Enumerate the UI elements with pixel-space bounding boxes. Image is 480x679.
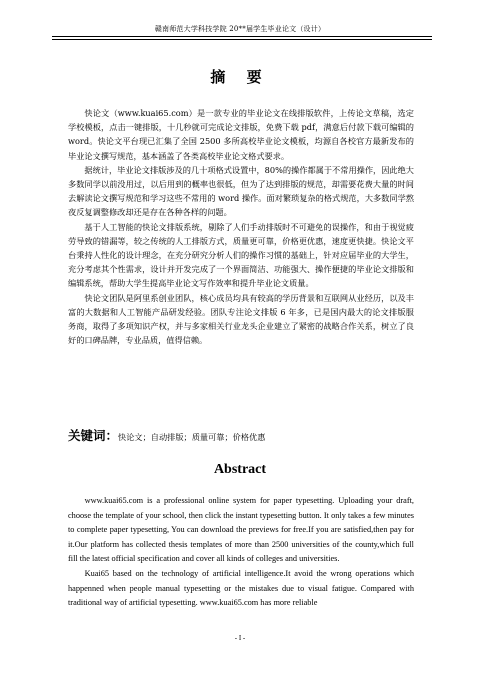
header-rule-thin [52, 39, 432, 40]
keywords-label: 关键词： [68, 428, 119, 443]
abstract-cn-body [68, 106, 414, 347]
abstract-cn-paragraph: 基于人工智能的快论文排版系统，剔除了人们手动排版时不可避免的误操作，和由于视觉疲劳导致的错漏等，较之传统的人工排版方式，质量更可靠，价格更优惠，速度更快捷。快论文平台秉持人性化的设计理念，在充分研究分析人们的操作习惯的基础上，针对应届毕业的大学生，充分考虑其个性需求，设计并开发完成了一个界面简洁、功能强大、操作便捷的毕业论文排版和编辑系统，帮助大学生提高毕业论文写作效率和提升毕业论文质量。 [68, 221, 414, 289]
page-number: - I - [234, 634, 246, 642]
keywords-line [68, 428, 414, 445]
abstract-cn-paragraph: 快论文团队是阿里系创业团队，核心成员均具有较高的学历背景和互联网从业经历，以及丰富的大数据和人工智能产品研发经验。团队专注论文排版 6 年多，已是国内最大的论文排版服务商，取得了多项知识产权，并与多家相关行业龙头企业建立了紧密的战略合作关系，树立了良好的口碑品牌，专业品质，值得信赖。 [68, 292, 414, 346]
running-header: 赣南师范大学科技学院 20**届学生毕业论文（设计） [154, 25, 326, 33]
abstract-cn-paragraph: 快论文（www.kuai65.com）是一款专业的毕业论文在线排版软件，上传论文草稿，选定学校模板，点击一键排版，十几秒就可完成论文排版，免费下载 pdf，满意后付款下载可编辑的 word。快论文平台现已汇集了全国 2500 多所高校毕业论文模板，均源自各校官方最新发布的毕业论文撰写规范，基本涵盖了各类高校毕业论文格式要求。 [68, 108, 414, 161]
abstract-en-paragraph: Kuai65 based on the technology of artificial intelligence.It avoid the wrong operations which happenned when people manual typesetting or the mistakes due to visual fatigue. Compared with traditional way of artificial typesetting. www.kuai65.com has more reliable [68, 568, 414, 608]
keywords-text: 快论文；自动排版；质量可靠；价格优惠 [118, 432, 266, 442]
header-rule [52, 36, 432, 37]
abstract-en-title: Abstract [213, 462, 267, 477]
abstract-en-body [68, 494, 414, 611]
abstract-en-paragraph: www.kuai65.com is a professional online system for paper typesetting. Uploading your draft, choose the template of your school, then click the instant typesetting button. It only takes a few minutes to complete paper typesetting, You can download the previews for free.If you are satisfied,then pay for it.Our platform has collected thesis templates of more than 2500 universities of the county,which full fill the latest official specification and cover all kinds of colleges and universities. [68, 496, 414, 564]
abstract-cn-paragraph: 据统计，毕业论文排版涉及的几十项格式设置中，80%的操作都属于不常用操作，因此绝大多数同学以前没用过，以后用到的概率也很低，但为了达到排版的规范，却需要花费大量的时间去解读论文撰写规范和学习这些不常用的 word 操作。面对繁琐复杂的格式规范，大多数同学熬夜反复调整修改却还是存在各种各样的问题。 [68, 164, 414, 218]
abstract-cn-title: 摘 要 [210, 68, 270, 86]
